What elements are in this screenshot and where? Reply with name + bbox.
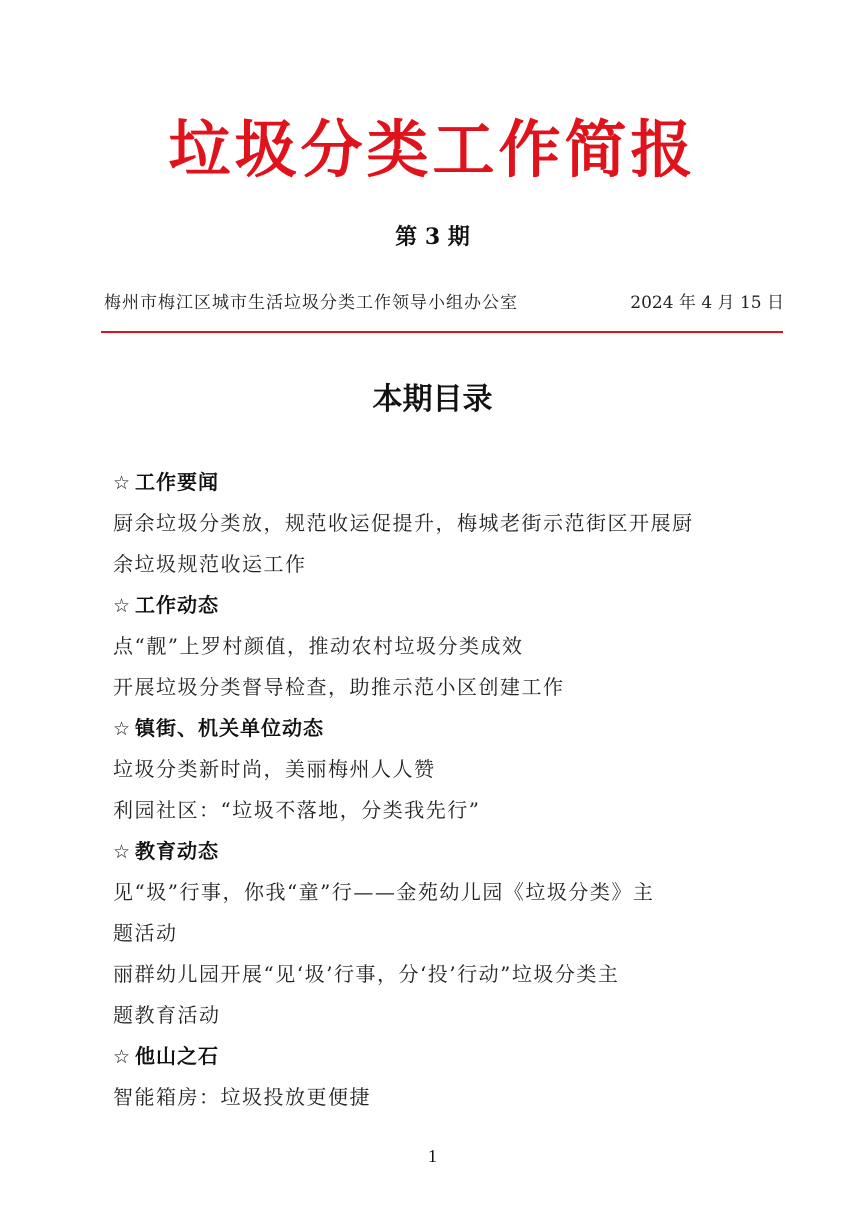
toc-entry: 智能箱房：垃圾投放更便捷 [113, 1085, 371, 1109]
page-number: 1 [428, 1146, 437, 1166]
toc-section-heading [113, 708, 763, 749]
toc-section-heading [113, 462, 763, 503]
toc-entry: 余垃圾规范收运工作 [113, 552, 307, 576]
section-heading-text: 镇街、机关单位动态 [135, 716, 325, 740]
section-heading-text: 工作动态 [135, 593, 220, 617]
section-heading-text: 工作要闻 [135, 470, 220, 494]
newsletter-title: 垃圾分类工作简报 [168, 113, 697, 186]
toc-entry: 垃圾分类新时尚，美丽梅州人人赞 [113, 757, 436, 781]
star-icon: ☆ [113, 1046, 132, 1068]
toc-title: 本期目录 [372, 382, 493, 417]
section-heading-text: 教育动态 [135, 839, 220, 863]
star-icon: ☆ [113, 718, 132, 740]
toc-entry: 见“圾”行事，你我“童”行——金苑幼儿园《垃圾分类》主 [113, 880, 655, 904]
toc-entry: 厨余垃圾分类放，规范收运促提升，梅城老街示范街区开展厨 [113, 511, 694, 535]
issuer-line [104, 290, 784, 316]
star-icon: ☆ [113, 841, 132, 863]
toc-entry: 点“靓”上罗村颜值，推动农村垃圾分类成效 [113, 634, 524, 658]
toc-section-heading [113, 831, 763, 872]
red-divider-rule [101, 331, 783, 333]
toc-entry: 题教育活动 [113, 1003, 221, 1027]
toc-entry: 题活动 [113, 921, 178, 945]
toc-entry: 丽群幼儿园开展“见‘圾’行事，分‘投’行动”垃圾分类主 [113, 962, 620, 986]
table-of-contents [113, 462, 763, 1118]
toc-section-heading [113, 585, 763, 626]
issue-number: 第 3 期 [395, 224, 470, 250]
toc-entry: 利园社区：“垃圾不落地，分类我先行” [113, 798, 481, 822]
issuing-office: 梅州市梅江区城市生活垃圾分类工作领导小组办公室 [104, 293, 518, 313]
section-heading-text: 他山之石 [135, 1044, 220, 1068]
star-icon: ☆ [113, 472, 132, 494]
star-icon: ☆ [113, 595, 132, 617]
toc-section-heading [113, 1036, 763, 1077]
issue-date: 2024 年 4 月 15 日 [630, 293, 784, 313]
toc-entry: 开展垃圾分类督导检查，助推示范小区创建工作 [113, 675, 565, 699]
